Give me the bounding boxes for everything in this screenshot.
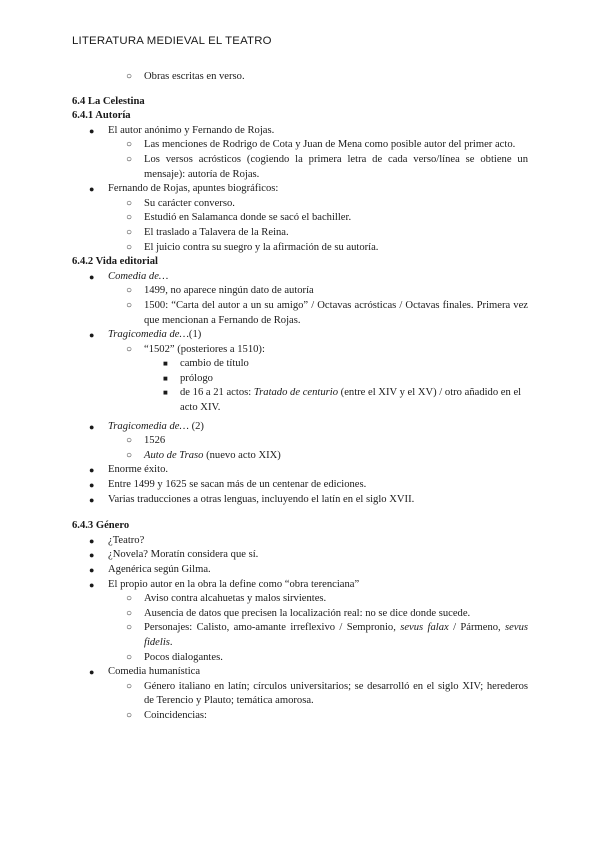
bullet-icon: ○ — [126, 435, 133, 447]
list-item: ● Entre 1499 y 1625 se sacan más de un centenar de ediciones. — [0, 478, 600, 493]
bullet-icon: ■ — [163, 388, 168, 398]
bullet-icon: ○ — [126, 449, 133, 461]
bullet-icon: ○ — [126, 680, 133, 692]
bullet-icon: ○ — [126, 651, 133, 663]
bullet-icon: ● — [89, 667, 95, 678]
list-item: ○ Aviso contra alcahuetas y malos sirvientes. — [0, 592, 600, 607]
list-item: ● El autor anónimo y Fernando de Rojas. — [0, 124, 600, 139]
bullet-icon: ● — [89, 421, 95, 432]
bullet-icon: ● — [89, 125, 95, 136]
bullet-icon: ■ — [163, 373, 168, 383]
section-heading: 6.4 La Celestina — [72, 95, 145, 107]
list-item: ○ Los versos acrósticos (cogiendo la primera letra de cada verso/línea se obtiene un mensaje): autoría de Rojas. — [126, 153, 528, 180]
bullet-icon: ○ — [126, 622, 133, 634]
list-item: ○ Coincidencias: — [0, 709, 600, 724]
bullet-icon: ● — [89, 330, 95, 341]
page-title: LITERATURA MEDIEVAL EL TEATRO — [72, 35, 272, 47]
list-item: ○ Las menciones de Rodrigo de Cota y Juan de Mena como posible autor del primer acto. — [0, 138, 600, 153]
list-item: ○ Personajes: Calisto, amo-amante irreflexivo / Sempronio, sevus falax / Pármeno, sevus fidelis. — [126, 622, 528, 648]
list-item: ○ “1502” (posteriores a 1510): — [0, 343, 600, 358]
subsection-heading: 6.4.1 Autoría — [72, 110, 131, 122]
document-body — [0, 70, 600, 724]
bullet-icon: ● — [89, 480, 95, 491]
bullet-icon: ● — [89, 465, 95, 476]
list-item: ○ Ausencia de datos que precisen la localización real: no se dice donde sucede. — [0, 607, 600, 622]
list-item: ○ Pocos dialogantes. — [0, 651, 600, 666]
bullet-icon: ● — [89, 271, 95, 282]
bullet-icon: ● — [89, 565, 95, 575]
list-item: ● Comedia de… — [0, 270, 600, 285]
list-item: ○ Estudió en Salamanca donde se sacó el bachiller. — [0, 211, 600, 226]
list-item: ■ de 16 a 21 actos: Tratado de centurio (entre el XIV y el XV) / otro añadido en el acto XIV. — [163, 387, 522, 414]
bullet-icon: ● — [89, 550, 95, 561]
subsection-heading: 6.4.2 Vida editorial — [72, 256, 158, 268]
bullet-icon: ● — [89, 184, 95, 195]
list-item: ● Tragicomedia de… (2) — [0, 420, 600, 435]
bullet-icon: ● — [89, 494, 95, 505]
bullet-icon: ○ — [126, 212, 133, 224]
bullet-icon: ● — [89, 579, 95, 590]
list-item: ■ cambio de título — [0, 357, 600, 372]
subsection-heading: 6.4.3 Género — [72, 520, 130, 532]
list-item: ● Varias traducciones a otras lenguas, incluyendo el latín en el siglo XVII. — [0, 493, 600, 508]
bullet-icon: ○ — [126, 709, 133, 721]
list-item: ● Enorme éxito. — [0, 463, 600, 478]
list-item: ● Tragicomedia de…(1) — [0, 328, 600, 343]
bullet-icon: ○ — [126, 343, 133, 355]
list-item: ■ prólogo — [0, 372, 600, 387]
list-item: ○ El traslado a Talavera de la Reina. — [0, 226, 600, 241]
list-item: ○ 1526 — [0, 434, 600, 449]
list-item: ● Agenérica según Gilma. — [0, 563, 600, 578]
list-item: ○ Auto de Traso (nuevo acto XIX) — [0, 449, 600, 464]
list-item: ● Comedia humanística — [0, 665, 600, 680]
bullet-icon: ○ — [126, 241, 133, 253]
bullet-icon: ○ — [126, 226, 133, 238]
list-item: ○ Género italiano en latín; círculos universitarios; se desarrolló en el siglo XIV; herederos de Terencio y Plauto; temática amorosa. — [126, 680, 528, 707]
bullet-icon: ○ — [126, 153, 133, 165]
bullet-icon: ○ — [126, 197, 133, 209]
list-item: ● ¿Novela? Moratín considera que sí. — [0, 548, 600, 563]
bullet-icon: ■ — [163, 359, 168, 369]
list-item: ○ Su carácter converso. — [0, 197, 600, 212]
list-item: ● ¿Teatro? — [0, 534, 600, 549]
bullet-icon: ○ — [126, 299, 133, 311]
list-item: ● Fernando de Rojas, apuntes biográficos: — [0, 182, 600, 197]
list-item: ○ 1500: “Carta del autor a un su amigo” / Octavas acrósticas / Octavas finales. Primera vez que mencionan a Fernando de Rojas. — [126, 299, 528, 326]
bullet-icon: ○ — [126, 593, 133, 605]
list-item: ○ El juicio contra su suegro y la afirmación de su autoría. — [0, 241, 600, 256]
list-item: ● El propio autor en la obra la define como “obra terenciana” — [0, 578, 600, 593]
list-item: ○ 1499, no aparece ningún dato de autoría — [0, 284, 600, 299]
bullet-icon: ● — [89, 535, 95, 546]
bullet-icon: ○ — [126, 139, 133, 151]
bullet-icon: ○ — [126, 607, 133, 619]
bullet-icon: ○ — [126, 71, 133, 82]
bullet-icon: ○ — [126, 285, 133, 297]
list-item: ○ Obras escritas en verso. — [0, 70, 600, 85]
